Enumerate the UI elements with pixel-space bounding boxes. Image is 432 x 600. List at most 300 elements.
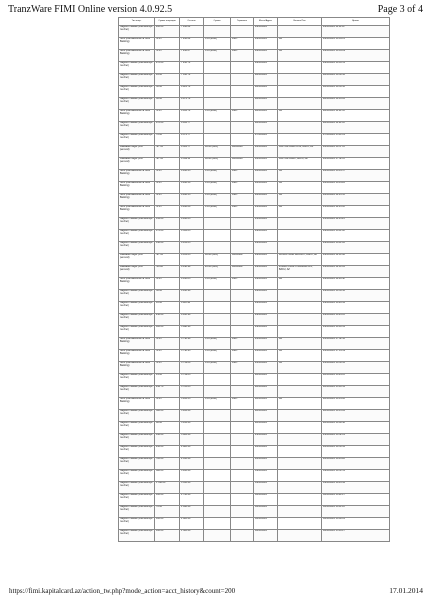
cell-term: D907 (231, 50, 254, 62)
cell-balance: 6 051.65 (180, 254, 204, 266)
cell-balance: 7 246.72 (180, 62, 204, 74)
cell-balance: 5 082.40 (180, 434, 204, 446)
column-header: Остаток (180, 18, 204, 26)
cell-time: 20/06/2013 18:43:28 (322, 458, 390, 470)
cell-ref: 23/06/2013 (254, 362, 278, 374)
cell-term (231, 434, 254, 446)
table-row (119, 338, 390, 350)
cell-balance: 4 656.40 (180, 458, 204, 470)
cell-type: Nağdsız mədaxil (Zachisleniye na chet) (119, 518, 155, 530)
cell-term (231, 530, 254, 542)
cell-amount: 180.00 (155, 326, 180, 338)
cell-time: 26/06/2013 11:43:51 (322, 194, 390, 206)
cell-term (231, 134, 254, 146)
cell-type: Nağdsız mədaxil (Zachisleniye na chet) (119, 482, 155, 494)
cell-merchant (278, 134, 322, 146)
table-row (119, 170, 390, 182)
cell-ref: 24/06/2013 (254, 278, 278, 290)
cell-ref: 19/06/2013 (254, 470, 278, 482)
cell-amount: -0.05 (155, 170, 180, 182)
cell-time: 28/06/2013 18:38:36 (322, 74, 390, 86)
cell-auth: 0.05 (EUR) (204, 362, 231, 374)
table-row (119, 122, 390, 134)
cell-balance: 1 526.40 (180, 530, 204, 542)
cell-merchant: AZ (278, 50, 322, 62)
cell-amount: 470.00 (155, 122, 180, 134)
cell-ref: 26/06/2013 (254, 158, 278, 170)
cell-type: Nağdsız mədaxil (Zachisleniye na chet) (119, 242, 155, 254)
cell-type: Nağdsız mədaxil (Zachisleniye na chet) (119, 446, 155, 458)
cell-time: 20/06/2013 18:50:32 (322, 446, 390, 458)
cell-time: 29/06/2013 11:32:11 (322, 26, 390, 38)
table-row (119, 218, 390, 230)
table-row (119, 50, 390, 62)
cell-balance: 6 168.85 (180, 278, 204, 290)
cell-auth (204, 242, 231, 254)
cell-ref: 22/06/2013 (254, 398, 278, 410)
cell-term: D907 (231, 278, 254, 290)
cell-type: Nağdsız mədaxil (Zachisleniye na chet) (119, 470, 155, 482)
cell-balance: 7 446.62 (180, 26, 204, 38)
cell-amount: -0.05 (155, 278, 180, 290)
cell-auth (204, 98, 231, 110)
table-row (119, 302, 390, 314)
cell-time: 29/06/2013 10:03:51 (322, 62, 390, 74)
cell-amount: -0.05 (155, 206, 180, 218)
cell-auth (204, 290, 231, 302)
cell-auth: 0.05 (EUR) (204, 38, 231, 50)
table-row (119, 98, 390, 110)
print-footer-date: 17.01.2014 (389, 586, 423, 595)
cell-amount: -19.86 (155, 266, 180, 278)
cell-ref: 26/06/2013 (254, 146, 278, 158)
cell-balance: 5 162.40 (180, 422, 204, 434)
cell-ref: 28/06/2013 (254, 74, 278, 86)
cell-time: 26/06/2013 17:52:11 (322, 158, 390, 170)
cell-amount: -0.05 (155, 338, 180, 350)
table-row (119, 434, 390, 446)
cell-term: D907 (231, 194, 254, 206)
cell-auth: 96.00 (AZN) (204, 254, 231, 266)
cell-auth: 0.05 (EUR) (204, 206, 231, 218)
cell-auth: 0.05 (EUR) (204, 182, 231, 194)
cell-ref: 25/06/2013 (254, 218, 278, 230)
cell-type: Nağdsız mədaxil (Zachisleniye na chet) (119, 458, 155, 470)
cell-term: D907 (231, 398, 254, 410)
cell-ref: 29/06/2013 (254, 26, 278, 38)
cell-auth (204, 506, 231, 518)
cell-type: SMS (tranzaktsiona na SMS Banking) (119, 398, 155, 410)
cell-auth (204, 314, 231, 326)
cell-time: 24/06/2013 16:11:06 (322, 230, 390, 242)
cell-balance: 6 496.45 (180, 170, 204, 182)
table-row (119, 110, 390, 122)
cell-auth: 20.00 (AZN) (204, 266, 231, 278)
cell-time: 24/06/2013 12:41:08 (322, 254, 390, 266)
cell-auth (204, 302, 231, 314)
cell-type: Nağdsız mədaxil (Zachisleniye na chet) (119, 86, 155, 98)
cell-ref: 19/06/2013 (254, 482, 278, 494)
cell-auth (204, 374, 231, 386)
cell-term (231, 410, 254, 422)
cell-auth: 0.05 (EUR) (204, 110, 231, 122)
cell-ref: 24/06/2013 (254, 254, 278, 266)
cell-term: 90000320 (231, 158, 254, 170)
cell-term (231, 62, 254, 74)
cell-term: D907 (231, 38, 254, 50)
cell-time: 26/06/2013 16:14:20 (322, 182, 390, 194)
cell-merchant (278, 62, 322, 74)
cell-merchant (278, 458, 322, 470)
table-row (119, 422, 390, 434)
cell-merchant (278, 230, 322, 242)
cell-auth (204, 326, 231, 338)
cell-term (231, 26, 254, 38)
cell-merchant: AZ (278, 398, 322, 410)
cell-ref: 27/06/2013 (254, 134, 278, 146)
table-row (119, 314, 390, 326)
table-row (119, 26, 390, 38)
cell-type: Nağdsız mədaxil (Zachisleniye na chet) (119, 494, 155, 506)
cell-ref: 26/06/2013 (254, 170, 278, 182)
transaction-history-table-wrapper (118, 17, 389, 542)
cell-merchant: INSAATCILAR CHARMANTAN, BAKU, AZ (278, 266, 322, 278)
cell-balance: 6 371.77 (180, 134, 204, 146)
cell-ref: 18/06/2013 (254, 494, 278, 506)
cell-type: Nağdsız mədaxil (Zachisleniye na chet) (119, 290, 155, 302)
cell-type: Nağdsız mədaxil (Zachisleniye na chet) (119, 218, 155, 230)
cell-auth (204, 446, 231, 458)
cell-merchant (278, 434, 322, 446)
cell-auth (204, 386, 231, 398)
cell-term: D907 (231, 170, 254, 182)
cell-balance: 6 841.72 (180, 110, 204, 122)
column-header: Время (322, 18, 390, 26)
cell-auth (204, 86, 231, 98)
cell-ref: 29/06/2013 (254, 50, 278, 62)
cell-auth (204, 494, 231, 506)
cell-ref: 20/06/2013 (254, 446, 278, 458)
cell-amount: 720.00 (155, 458, 180, 470)
cell-ref: 24/06/2013 (254, 266, 278, 278)
cell-time: 22/06/2013 10:14:00 (322, 398, 390, 410)
cell-auth (204, 422, 231, 434)
cell-merchant (278, 290, 322, 302)
cell-time: 18/06/2013 16:11:16 (322, 506, 390, 518)
cell-merchant (278, 410, 322, 422)
cell-merchant (278, 314, 322, 326)
cell-auth (204, 518, 231, 530)
cell-time: 19/06/2013 18:45:44 (322, 482, 390, 494)
cell-auth (204, 482, 231, 494)
cell-ref: 24/06/2013 (254, 290, 278, 302)
cell-type: Nağdsız mədaxil (Zachisleniye na chet) (119, 134, 155, 146)
cell-ref: 29/06/2013 (254, 62, 278, 74)
cell-time: 21/06/2013 16:52:01 (322, 434, 390, 446)
cell-auth: 0.05 (EUR) (204, 398, 231, 410)
table-row (119, 206, 390, 218)
cell-time: 24/06/2013 16:11:04 (322, 242, 390, 254)
cell-auth (204, 122, 231, 134)
cell-ref: 18/06/2013 (254, 518, 278, 530)
cell-amount: -97.34 (155, 158, 180, 170)
cell-term (231, 470, 254, 482)
cell-amount: 70.00 (155, 506, 180, 518)
cell-time: 24/06/2013 11:08:58 (322, 278, 390, 290)
cell-balance: 6 118.90 (180, 302, 204, 314)
cell-balance: 6 108.90 (180, 314, 204, 326)
cell-amount: 196.00 (155, 434, 180, 446)
cell-merchant: AZ (278, 38, 322, 50)
cell-time: 28/06/2013 18:36:50 (322, 86, 390, 98)
cell-amount: -0.05 (155, 350, 180, 362)
cell-type: SMS (tranzaktsiona na SMS Banking) (119, 206, 155, 218)
cell-balance: 7 246.62 (180, 38, 204, 50)
cell-time: 18/06/2013 15:46:27 (322, 530, 390, 542)
table-row (119, 326, 390, 338)
print-header-title: TranzWare FIMI Online version 4.0.92.5 (8, 4, 173, 15)
cell-balance: 3 336.40 (180, 482, 204, 494)
cell-balance: 6 191.65 (180, 242, 204, 254)
cell-term (231, 446, 254, 458)
cell-ref: 20/06/2013 (254, 458, 278, 470)
cell-ref: 28/06/2013 (254, 98, 278, 110)
table-row (119, 194, 390, 206)
cell-merchant (278, 422, 322, 434)
cell-type: SMS (tranzaktsiona na SMS Banking) (119, 194, 155, 206)
table-row (119, 470, 390, 482)
table-row (119, 278, 390, 290)
cell-ref: 28/06/2013 (254, 122, 278, 134)
table-row (119, 398, 390, 410)
cell-balance: 5 898.90 (180, 326, 204, 338)
cell-term: 90000901 (231, 266, 254, 278)
cell-term (231, 458, 254, 470)
cell-merchant: KAPITAL BANK ATM, BAKU, AZ (278, 146, 322, 158)
cell-type: SMS (tranzaktsiona na SMS Banking) (119, 170, 155, 182)
cell-time: 23/06/2013 17:32:56 (322, 338, 390, 350)
cell-balance: 6 399.11 (180, 158, 204, 170)
cell-type: SMS (tranzaktsiona na SMS Banking) (119, 362, 155, 374)
cell-time: 29/06/2013 10:04:09 (322, 50, 390, 62)
cell-amount: 230.00 (155, 446, 180, 458)
cell-balance: 6 364.65 (180, 230, 204, 242)
cell-merchant (278, 506, 322, 518)
cell-auth: 96.00 (AZN) (204, 158, 231, 170)
table-row (119, 290, 390, 302)
cell-amount: 95.00 (155, 74, 180, 86)
cell-amount: -0.05 (155, 398, 180, 410)
cell-type: Kassadan nağdı (P2P perevod) (119, 266, 155, 278)
cell-amount: 70.00 (155, 134, 180, 146)
cell-amount: -0.05 (155, 50, 180, 62)
cell-time: 25/06/2013 11:43:45 (322, 206, 390, 218)
table-header-row (119, 18, 390, 26)
cell-balance: 1 626.40 (180, 518, 204, 530)
cell-amount: -0.05 (155, 362, 180, 374)
cell-type: Nağdsız mədaxil (Zachisleniye na chet) (119, 122, 155, 134)
table-row (119, 230, 390, 242)
cell-ref: 24/06/2013 (254, 230, 278, 242)
cell-ref: 23/06/2013 (254, 350, 278, 362)
cell-merchant (278, 86, 322, 98)
cell-time: 26/06/2013 18:57:11 (322, 146, 390, 158)
cell-term: D907 (231, 350, 254, 362)
cell-type: Nağdsız mədaxil (Zachisleniye na chet) (119, 62, 155, 74)
cell-auth: 0.05 (EUR) (204, 338, 231, 350)
cell-balance: 5 462.35 (180, 398, 204, 410)
cell-time: 18/06/2013 16:22:27 (322, 494, 390, 506)
cell-auth: 0.05 (EUR) (204, 350, 231, 362)
cell-time: 24/06/2013 10:23:11 (322, 314, 390, 326)
cell-term (231, 242, 254, 254)
cell-auth: 0.05 (EUR) (204, 170, 231, 182)
cell-term: D907 (231, 338, 254, 350)
cell-term (231, 326, 254, 338)
cell-amount: 210.00 (155, 314, 180, 326)
cell-balance: 6 168.90 (180, 290, 204, 302)
cell-balance: 5 705.05 (180, 386, 204, 398)
cell-amount: 10.00 (155, 302, 180, 314)
cell-amount: 200.00 (155, 26, 180, 38)
cell-term (231, 86, 254, 98)
column-header: Тип опер. (119, 18, 155, 26)
cell-merchant: AZ (278, 182, 322, 194)
cell-time: 27/06/2013 15:41:14 (322, 134, 390, 146)
cell-time: 24/06/2013 10:36:56 (322, 290, 390, 302)
cell-term: D907 (231, 362, 254, 374)
cell-balance: 1 796.40 (180, 494, 204, 506)
cell-term (231, 122, 254, 134)
cell-balance: 5 462.40 (180, 410, 204, 422)
cell-balance: 6 496.55 (180, 194, 204, 206)
transaction-history-table (118, 17, 390, 542)
cell-term (231, 98, 254, 110)
cell-merchant (278, 482, 322, 494)
cell-type: Nağdsız mədaxil (Zachisleniye na chet) (119, 530, 155, 542)
cell-balance: 6 148.99 (180, 266, 204, 278)
cell-time: 28/06/2013 11:22:41 (322, 110, 390, 122)
cell-time: 28/06/2013 14:16:03 (322, 98, 390, 110)
cell-amount: 600.00 (155, 470, 180, 482)
cell-merchant (278, 386, 322, 398)
cell-type: Nağdsız mədaxil (Zachisleniye na chet) (119, 326, 155, 338)
cell-merchant (278, 218, 322, 230)
cell-term (231, 374, 254, 386)
cell-auth (204, 530, 231, 542)
cell-balance: 1 696.40 (180, 506, 204, 518)
cell-term: D907 (231, 110, 254, 122)
cell-term: D907 (231, 206, 254, 218)
table-row (119, 386, 390, 398)
cell-type: Kassadan nağdı (P2P perevod) (119, 158, 155, 170)
cell-type: Nağdsız mədaxil (Zachisleniye na chet) (119, 26, 155, 38)
cell-balance: 6 496.65 (180, 218, 204, 230)
cell-amount: -0.05 (155, 182, 180, 194)
cell-merchant (278, 242, 322, 254)
cell-amount: -97.34 (155, 146, 180, 158)
cell-balance: 4 886.40 (180, 446, 204, 458)
cell-auth (204, 230, 231, 242)
table-row (119, 134, 390, 146)
cell-type: Nağdsız mədaxil (Zachisleniye na chet) (119, 374, 155, 386)
table-row (119, 254, 390, 266)
cell-balance: 6 871.72 (180, 98, 204, 110)
cell-auth (204, 458, 231, 470)
cell-auth (204, 134, 231, 146)
cell-amount: 173.00 (155, 230, 180, 242)
cell-balance: 5 719.00 (180, 362, 204, 374)
cell-ref: 28/06/2013 (254, 110, 278, 122)
cell-time: 26/06/2013 16:14:57 (322, 170, 390, 182)
cell-type: Nağdsız mədaxil (Zachisleniye na chet) (119, 434, 155, 446)
table-row (119, 446, 390, 458)
cell-term (231, 302, 254, 314)
cell-time: 24/06/2013 12:41:03 (322, 266, 390, 278)
cell-term (231, 494, 254, 506)
cell-balance: 6 496.50 (180, 182, 204, 194)
cell-time: 24/06/2013 10:18:41 (322, 326, 390, 338)
cell-term (231, 506, 254, 518)
cell-auth: 0.05 (EUR) (204, 50, 231, 62)
cell-merchant (278, 446, 322, 458)
cell-merchant: AZ (278, 110, 322, 122)
cell-ref: 21/06/2013 (254, 434, 278, 446)
cell-type: Nağdsız mədaxil (Zachisleniye na chet) (119, 386, 155, 398)
cell-merchant (278, 26, 322, 38)
cell-ref: 28/06/2013 (254, 86, 278, 98)
cell-merchant: AZ (278, 206, 322, 218)
cell-ref: 22/06/2013 (254, 374, 278, 386)
cell-type: SMS (tranzaktsiona na SMS Banking) (119, 38, 155, 50)
cell-term (231, 422, 254, 434)
cell-term (231, 290, 254, 302)
cell-amount: 100.00 (155, 518, 180, 530)
table-row (119, 374, 390, 386)
cell-type: SMS (tranzaktsiona na SMS Banking) (119, 50, 155, 62)
table-row (119, 62, 390, 74)
cell-amount: 14.00 (155, 374, 180, 386)
cell-merchant: AZ (278, 194, 322, 206)
cell-amount: 270.00 (155, 62, 180, 74)
cell-merchant: AZ (278, 170, 322, 182)
cell-term: 90000320 (231, 146, 254, 158)
table-row (119, 506, 390, 518)
cell-time: 28/06/2013 11:22:05 (322, 122, 390, 134)
cell-merchant (278, 98, 322, 110)
cell-auth: 0.05 (EUR) (204, 194, 231, 206)
cell-type: SMS (tranzaktsiona na SMS Banking) (119, 350, 155, 362)
cell-type: Nağdsız mədaxil (Zachisleniye na chet) (119, 302, 155, 314)
cell-merchant (278, 122, 322, 134)
cell-merchant (278, 302, 322, 314)
column-header: Терминал (231, 18, 254, 26)
column-header: Валюта/Тип (278, 18, 322, 26)
cell-merchant (278, 374, 322, 386)
table-body (119, 26, 390, 542)
cell-ref: 18/06/2013 (254, 506, 278, 518)
cell-auth (204, 470, 231, 482)
cell-time: 22/06/2013 10:08:58 (322, 422, 390, 434)
cell-time: 29/06/2013 10:04:15 (322, 38, 390, 50)
table-row (119, 158, 390, 170)
cell-amount: 100.00 (155, 494, 180, 506)
cell-type: SMS (tranzaktsiona na SMS Banking) (119, 278, 155, 290)
cell-merchant (278, 518, 322, 530)
cell-merchant (278, 494, 322, 506)
cell-amount: 30.00 (155, 98, 180, 110)
cell-balance: 7 016.72 (180, 74, 204, 86)
